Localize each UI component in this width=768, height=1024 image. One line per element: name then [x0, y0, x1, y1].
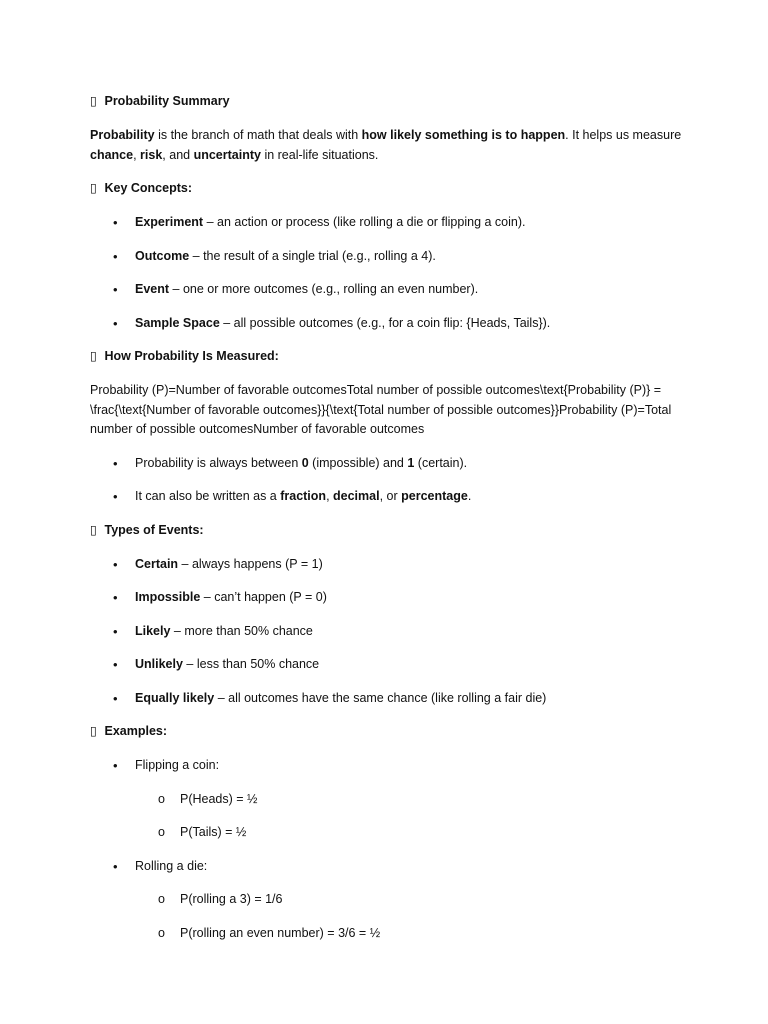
text: (certain).	[414, 455, 468, 470]
description: – can’t happen (P = 0)	[200, 590, 327, 604]
list-item	[90, 555, 690, 575]
term: Sample Space	[135, 315, 220, 330]
list-item	[90, 454, 690, 474]
description: – all outcomes have the same chance (like rolling a fair die)	[214, 690, 547, 705]
description: – all possible outcomes (e.g., for a coin flip: {Heads, Tails}).	[219, 315, 551, 330]
heading-text: Types of Events:	[104, 522, 204, 537]
formula-paragraph: Probability (P)=Number of favorable outcomesTotal number of possible outcomes\text{Probability (P)} = \frac{\text{Number of favorable outcomes}}{\text{Total number of possible outcomes}}Probability (P)=Total number of possible outcomesNumber of favorable outcomes	[90, 383, 672, 436]
key-concepts-heading	[90, 179, 690, 199]
heading-text: Examples:	[104, 724, 168, 738]
list-item	[90, 857, 690, 944]
document-body	[90, 92, 690, 957]
term-percentage: percentage	[401, 489, 468, 503]
list-item	[90, 622, 690, 642]
text: .	[467, 489, 472, 503]
intro-text: in real-life situations.	[260, 147, 379, 162]
term: Certain	[135, 556, 179, 571]
intro-emphasis: how likely something is to happen	[361, 128, 566, 142]
text: ,	[326, 489, 334, 503]
sub-list	[135, 890, 690, 943]
term-fraction: fraction	[280, 489, 327, 503]
intro-term-chance: chance	[90, 147, 134, 162]
sub-list-item: o P(Heads) = ½	[135, 790, 690, 810]
types-list	[90, 555, 690, 709]
list-item	[90, 487, 690, 507]
missing-glyph-icon: ▯	[90, 724, 97, 738]
description: – always happens (P = 1)	[178, 556, 323, 571]
missing-glyph-icon: ▯	[90, 94, 97, 108]
list-item	[90, 247, 690, 267]
intro-term-risk: risk	[140, 147, 163, 162]
examples-heading	[90, 722, 690, 742]
example-label: Rolling a die:	[135, 858, 208, 873]
term-decimal: decimal	[333, 489, 380, 503]
value-one: 1	[407, 455, 415, 470]
intro-text: is the branch of math that deals with	[154, 128, 362, 142]
types-heading	[90, 521, 690, 541]
intro-text: , and	[162, 147, 194, 162]
text: (impossible) and	[308, 455, 408, 470]
list-item	[90, 756, 690, 843]
list-item	[90, 314, 690, 334]
measured-heading	[90, 347, 690, 367]
description: – one or more outcomes (e.g., rolling an even number).	[169, 282, 479, 296]
list-item	[90, 655, 690, 675]
missing-glyph-icon: ▯	[90, 349, 97, 363]
list-item	[90, 588, 690, 608]
term: Event	[135, 282, 170, 296]
key-concepts-list	[90, 213, 690, 333]
examples-list	[90, 756, 690, 943]
intro-text: . It helps us measure	[565, 128, 682, 142]
text: It can also be written as a	[135, 489, 281, 503]
term: Outcome	[135, 248, 190, 263]
sub-list-item: o P(rolling a 3) = 1/6	[135, 890, 690, 910]
intro-text: ,	[133, 147, 141, 162]
sub-list-item: o P(Tails) = ½	[135, 823, 690, 843]
page-title	[90, 92, 690, 112]
text: , or	[379, 489, 402, 503]
heading-text: Key Concepts:	[104, 181, 193, 195]
text: Probability is always between	[135, 455, 302, 470]
intro-term-probability: Probability	[90, 128, 155, 142]
list-item	[90, 213, 690, 233]
list-item	[90, 280, 690, 300]
term: Equally likely	[135, 690, 215, 705]
description: – an action or process (like rolling a die or flipping a coin).	[203, 215, 526, 229]
sub-list	[135, 790, 690, 843]
missing-glyph-icon: ▯	[90, 522, 97, 537]
description: – less than 50% chance	[182, 657, 320, 671]
intro-term-uncertainty: uncertainty	[193, 147, 261, 162]
measured-list	[90, 454, 690, 507]
list-item	[90, 689, 690, 709]
intro-paragraph	[90, 126, 690, 165]
description: – the result of a single trial (e.g., rolling a 4).	[189, 248, 436, 263]
description: – more than 50% chance	[170, 623, 313, 638]
term: Unlikely	[135, 657, 183, 671]
sub-list-item: o P(rolling an even number) = 3/6 = ½	[135, 924, 690, 944]
term: Impossible	[135, 590, 201, 604]
value-zero: 0	[301, 455, 309, 470]
term: Experiment	[135, 215, 204, 229]
heading-text: How Probability Is Measured:	[104, 349, 279, 363]
example-label: Flipping a coin:	[135, 758, 220, 772]
missing-glyph-icon: ▯	[90, 181, 97, 195]
term: Likely	[135, 623, 171, 638]
title-text: Probability Summary	[104, 94, 230, 108]
